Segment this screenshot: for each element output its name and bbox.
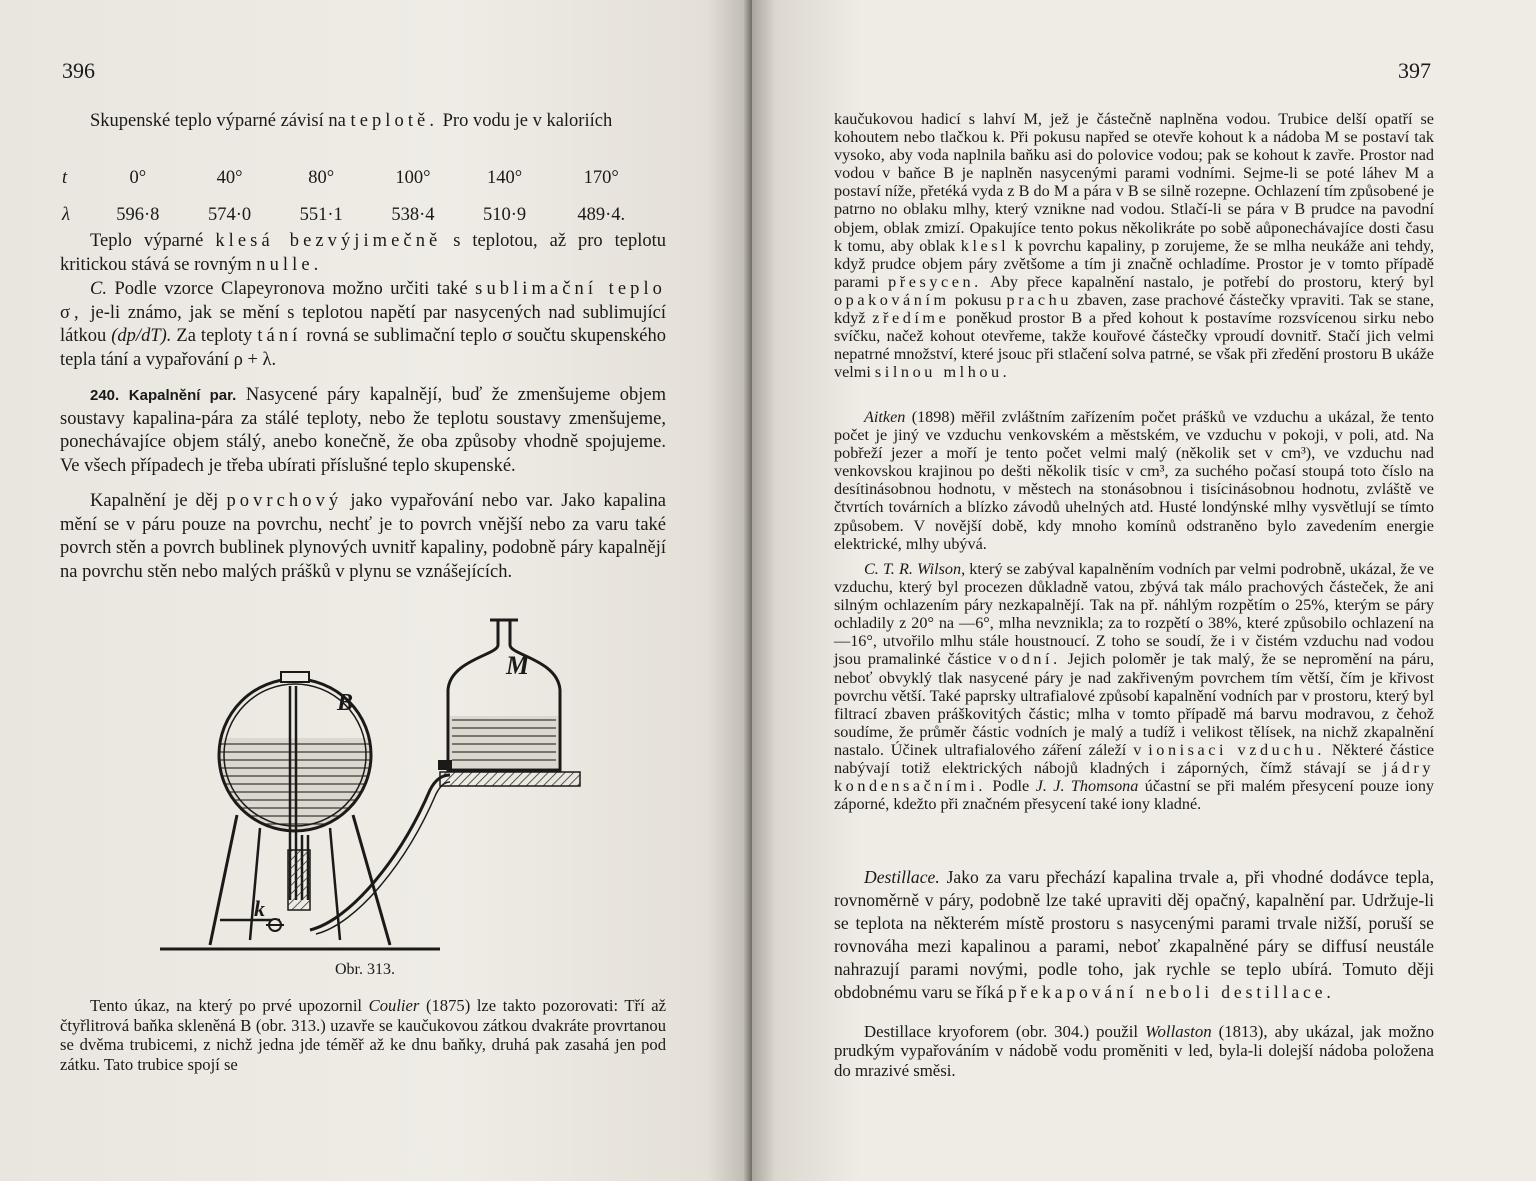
table-row-temperature [62, 160, 652, 197]
section-title: Kapalnění par. [128, 387, 237, 404]
paragraph-wilson: C. T. R. Wilson, který se zabýval kapalněním vodních par velmi podrobně, ukázal, že ve vzduchu, který byl procezen důkladně vatou, zbývá tak málo prachových částeček, že ani silným ochlazením páry nezkapalnějí. Tak na př. náhlým rozpětím o 25%, kterým se páry ochladily z 20° na —6°, mlha nevznikla; za to rozpětí o 38%, které způsobilo ochlazení na —16°, utvořilo mlhu stále houstnoucí. Z toho se soudí, že i v čistém vzduchu nad vodou jsou pramalinké částice vodní. Jejich poloměr je tak malý, že se nepromění na páru, neboť obvyklý tlak nasycené páry je nad zakřiveným povrchem tím větší, čím je křivost povrchu větší. Také paprsky ultrafialové způsobí kapalnění vodních par v prostoru, který byl filtrací zbaven práškovitých částic; mlha v tomto případě má barvu modravou, z čehož soudíme, že průměr částic vodních je malý a tudíž i velikost tělísek, na nichž zkapalnění nastalo. Účinek ultrafialového záření záleží v ionisaci vzduchu. Některé částice nabývají totiž elektrických nábojů kladných i záporných, čímž stávají se jádry kondensačními. Podle J. J. Thomsona účastní se při malém přesycení pouze iony záporné, kdežto při značném přesycení také iony kladné. [834, 560, 1435, 814]
label-M: M [506, 651, 530, 680]
latent-heat-table [62, 160, 652, 234]
table-cell: 140° [487, 168, 523, 188]
paragraph-povrch: Kapalnění je děj povrchový jako vypařování nebo var. Jako kapalina mění se v páru pouze na povrchu, nechť je to povrch vnější nebo za varu také povrch stěn a povrch bublinek plynových uvnitř kapaliny, podobně páry kapalnějí na povrchu stěn nebo malých prášků v plynu se vznášejících. [60, 491, 666, 582]
paragraph-wollaston: Destillace kryoforem (obr. 304.) použil Wollaston (1813), aby ukázal, jak možno prudkým vypařováním v nádobě vodu proměniti v led, byla-li dolejší nádoba položena do mrazivé směsi. [834, 1022, 1434, 1080]
paragraph-aitken: Aitken (1898) měřil zvláštním zařízením počet prášků ve vzduchu a ukázal, že tento počet je jiný ve vzduchu venkovském a městském, ve vzduchu v pokoji, v poli, atd. Na pobřeží jezer a moří je tento počet velmi malý (několik set v cm³), ve vzduchu nad venkovskou krajinou po dešti několik tisíc v cm³, za suchého počasí stoupá toto číslo na desítinásobnou hodnotu, v městech na stonásobnou i tisícinásobnou hodnotu, zvláště ve čtvrtích továrních a blízko závodů uhelných atd. Husté londýnské mlhy vysvětlují se tímto způsobem. V novější době, kdy mnoho komínů odstraněno bylo zavedením energie elektrické, mlhy ubývá. [834, 408, 1435, 553]
paragraph-destillace: Destillace. Jako za varu přechází kapalina trvale a, při vhodné dodávce tepla, rovnoměrně v páry, podobně lze také upraviti děj opačný, kapalnění par. Udržuje-li se teplota na některém místě prostoru s nasycenými parami trvale nižší, poruší se rovnováha mezi kapalinou a parami, neboť zkapalněné páry se diffusí neustále nahrazují parami novými, podle toho, jak rychle se teplo ubírá. Tomuto ději obdobnému varu se říká překapování neboli destillace. [834, 867, 1434, 1002]
figure-caption: Obr. 313. [335, 961, 395, 978]
table-cell: 40° [216, 168, 243, 188]
page-number-right: 397 [1398, 58, 1431, 83]
left-page [0, 0, 752, 1181]
paragraph-experiment: kaučukovou hadicí s lahví M, jež je částečně naplněna vodou. Trubice delší opatří se kohoutem nebo tlačkou k. Při pokusu napřed se otevře kohout k a nádoba M se postaví tak vysoko, aby voda naplnila baňku asi do polovice vodou; pak se kohout k zavře. Prostor nad vodou v baňce B je naplněn nasycenými parami vodními. Sejme-li se poté láhev M a postaví níže, přetéká vyda z B do M a pára v B se silně rozepne. Ochlazení tím způsobené je patrno no oblaku mlhy, který vznikne nad vodou. Stlačí-li se pára v B prudce na pavodní objem, oblak zmizí. Opakujíce tento pokus několikráte po sobě aůponechávajíce dosti času k tomu, aby oblak klesl k povrchu kapaliny, p zorujeme, že se mlha neukáže ani tehdy, když prudce objem páry zvětšome a tím ji značně ochladíme. Prostor je v tomto případě parami přesycen. Aby přece kapalnění nastalo, je potřebí do prostoru, který byl opakováním pokusu prachu zbaven, zase prachové částečky vpraviti. Tak se stane, když zředíme poněkud prostor B a před kohout k postavíme rozsvícenou sirku nebo svíčku, načež kohout otevřeme, takže kouřové částečky vproudí dovnitř. Stačí jich velmi nepatrné množství, které jsouc při stlačení solva patrné, se však při zředění prostoru B ukáže velmi silnou mlhou. [834, 110, 1435, 382]
table-cell: 551·1 [299, 205, 343, 225]
t-label: t [62, 168, 68, 188]
paragraph-coulier: Tento úkaz, na který po prvé upozornil Coulier (1875) lze takto pozorovati: Tří až čtyřlitrová baňka skleněná B (obr. 313.) uzavře se kaučukovou zátkou dvakráte provrtanou se dvěma trubicemi, z nichž jedna jde téměř až ke dnu baňky, druhá pak zasahá jen pod zátku. Tato trubice spojí se [60, 996, 667, 1074]
table-cell: 538·4 [391, 205, 435, 225]
table-row-lambda [62, 197, 652, 234]
section-number: 240. [90, 387, 120, 404]
table-cell: 510·9 [483, 205, 527, 225]
table-cell: 0° [129, 168, 147, 188]
page-number-left: 396 [62, 58, 95, 83]
paragraph-klesa: Teplo výparné klesá bezvýjimečně s teplotou, až pro teplotu kritickou stává se rovným nulle. [60, 231, 666, 275]
paragraph-clapeyron: C. Podle vzorce Clapeyronova možno určiti také sublimační teplo σ, je-li známo, jak se mění s teplotou napětí par nasycených nad sublimující látkou (dp/dT). Za teploty tání rovná se sublimační teplo σ součtu skupenského tepla tání a vypařování ρ + λ. [60, 279, 667, 370]
table-cell: 170° [583, 168, 619, 188]
flask-B [210, 672, 390, 910]
table-cell: 596·8 [116, 205, 160, 225]
figure-313-apparatus [150, 610, 590, 960]
table-cell: 489·4. [577, 205, 626, 225]
bottle-M [438, 620, 580, 786]
table-cell: 574·0 [207, 205, 252, 225]
lambda-label: λ [62, 205, 71, 225]
table-cell: 80° [308, 168, 335, 188]
label-B: B [337, 690, 354, 716]
section-240: 240. Kapalnění par. Nasycené páry kapalnějí, buď že zmenšujeme objem soustavy kapalina-pára za stálé teploty, nebo že teplotu soustavy zmenšujeme, ponechávajíce objem stálý, anebo konečně, že oba způsoby vhodně spojujeme. Ve všech případech je třeba ubírati příslušné teplo skupenské. [60, 385, 667, 476]
table-cell: 100° [395, 168, 431, 188]
paragraph-intro: Skupenské teplo výparné závisí na teplotě. Pro vodu je v kaloriích [90, 111, 613, 131]
label-k: k [254, 896, 265, 921]
